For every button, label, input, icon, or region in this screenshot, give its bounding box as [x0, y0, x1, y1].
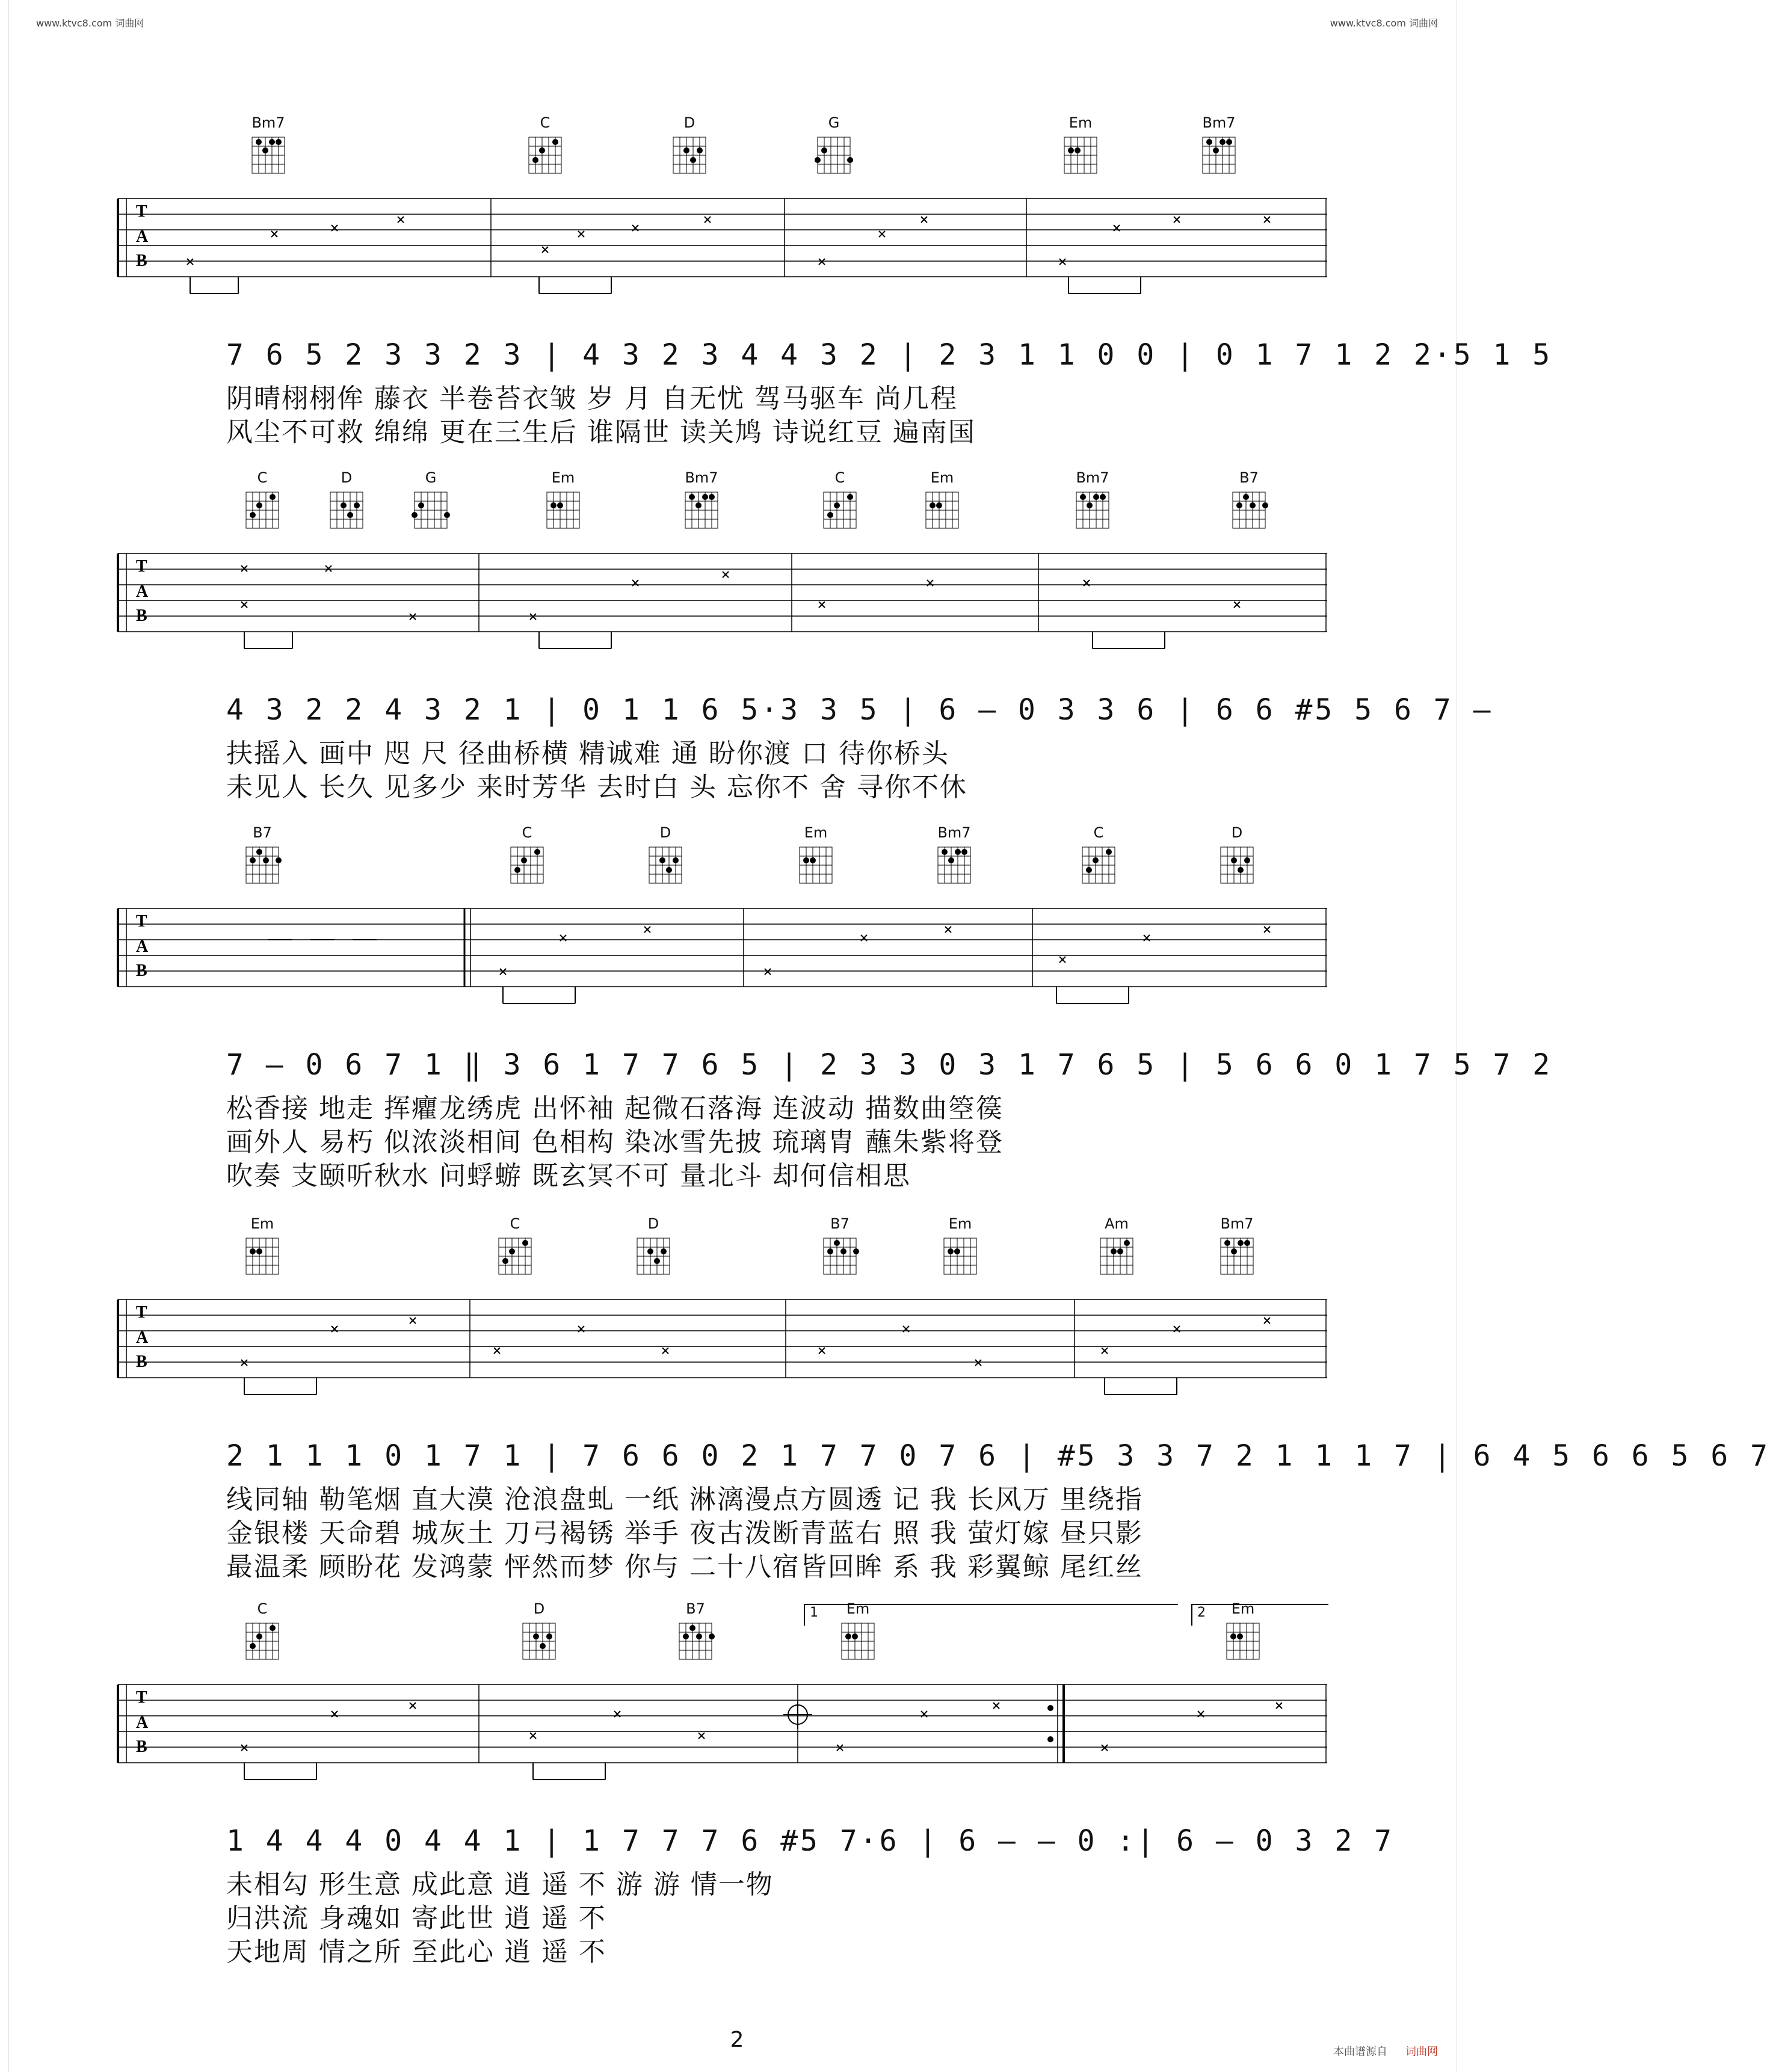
chord-diagram: B7 — [1225, 469, 1273, 535]
chord-diagram: Am — [1093, 1215, 1141, 1281]
svg-text:A: A — [136, 937, 149, 956]
svg-text:T: T — [136, 557, 147, 576]
chord-grid-icon — [1078, 843, 1120, 890]
chord-diagram: D — [1213, 824, 1261, 890]
chord-diagram: C — [1075, 824, 1123, 890]
chord-diagram: G — [810, 114, 858, 180]
svg-text:A: A — [136, 582, 149, 601]
coda-icon — [783, 1700, 812, 1729]
chord-grid-icon — [819, 489, 861, 535]
score-system-4 — [118, 1215, 1770, 1600]
chord-diagram: G — [407, 469, 455, 535]
chord-diagram: Em — [792, 824, 840, 890]
chord-grid-icon — [1096, 1235, 1138, 1281]
page-edge-left — [8, 0, 17, 2072]
chord-diagram: C — [503, 824, 551, 890]
chord-grid-icon — [241, 843, 283, 890]
chord-diagram: Bm7 — [677, 469, 726, 535]
chord-diagram: Bm7 — [930, 824, 978, 890]
jianpu-notation: 7 – 0 6 7 1 ‖ 3 6 1 7 7 6 5 | 2 3 3 0 3 1 7 6 5 | 5 6 6 0 1 7 5 7 2 — [226, 1048, 1553, 1082]
chord-grid-icon — [524, 134, 566, 180]
chord-grid-icon — [795, 843, 837, 890]
chord-diagram: B7 — [238, 824, 286, 890]
volta-number-1: 1 — [810, 1605, 818, 1620]
lyric-line: 金银楼 天命碧 城灰土 刀弓褐锈 举手 夜古泼断青蓝右 照 我 萤灯嫁 昼只影 — [226, 1518, 1143, 1549]
lyric-line: 画外人 易朽 似浓淡相间 色相构 染冰雪先披 琉璃胄 蘸朱紫将登 — [226, 1127, 1004, 1158]
chord-diagram: D — [515, 1600, 563, 1667]
chord-grid-icon — [939, 1235, 981, 1281]
page-edge-right — [1457, 0, 1466, 2072]
score-system-5 — [118, 1600, 1395, 1985]
chord-grid-icon — [680, 489, 723, 535]
chord-grid-icon — [819, 1235, 861, 1281]
chord-diagram: Em — [1056, 114, 1105, 180]
svg-text:T: T — [136, 1688, 147, 1707]
chord-diagram: Em — [936, 1215, 984, 1281]
svg-text:A: A — [136, 1713, 149, 1732]
chord-grid-icon — [494, 1235, 536, 1281]
chord-diagram: Em — [1219, 1600, 1267, 1667]
footer-note: 本曲谱源自 — [1333, 2046, 1387, 2058]
jianpu-notation: 2 1 1 1 0 1 7 1 | 7 6 6 0 2 1 7 7 0 7 6 | #5 3 3 7 2 1 1 1 7 | 6 4 5 6 6 5 6 7 — [226, 1439, 1770, 1473]
lyric-line: 未相勾 形生意 成此意 逍 遥 不 游 游 情一物 — [226, 1869, 774, 1900]
chord-diagram: Bm7 — [1068, 469, 1117, 535]
chord-grid-icon — [1222, 1620, 1264, 1667]
footer-credit — [1333, 2043, 1438, 2059]
chord-grid-icon — [1072, 489, 1114, 535]
chord-diagram: Bm7 — [1213, 1215, 1261, 1281]
tab-staff — [118, 896, 1327, 1005]
lyric-line: 吹奏 支颐听秋水 问蜉蝣 既玄冥不可 量北斗 却何信相思 — [226, 1161, 911, 1191]
lyric-line: 线同轴 勒笔烟 直大漠 沧浪盘虬 一纸 淋漓漫点方圆透 记 我 长风万 里绕指 — [226, 1484, 1143, 1515]
chord-grid-icon — [1059, 134, 1102, 180]
chord-grid-icon — [506, 843, 548, 890]
page-number: 2 — [730, 2027, 744, 2052]
lyric-line: 阴晴栩栩侔 藤衣 半卷苔衣皱 岁 月 自无忧 驾马驱车 尚几程 — [226, 383, 958, 414]
svg-text:A: A — [136, 1328, 149, 1347]
chord-diagram: C — [816, 469, 864, 535]
chord-diagram: B7 — [816, 1215, 864, 1281]
chord-grid-icon — [241, 489, 283, 535]
tab-staff — [118, 187, 1327, 295]
chord-grid-icon — [325, 489, 368, 535]
footer-brand[interactable]: 词曲网 — [1405, 2046, 1438, 2058]
chord-diagram: C — [521, 114, 569, 180]
svg-text:B: B — [136, 1352, 147, 1371]
svg-text:T: T — [136, 912, 147, 931]
svg-text:B: B — [136, 1737, 147, 1756]
jianpu-notation: 4 3 2 2 4 3 2 1 | 0 1 1 6 5·3 3 5 | 6 – 0 3 3 6 | 6 6 #5 5 6 7 – — [226, 693, 1493, 727]
chord-grid-icon — [674, 1620, 717, 1667]
tab-staff — [118, 541, 1327, 650]
lyric-line: 天地周 情之所 至此心 逍 遥 不 — [226, 1937, 606, 1967]
lyric-line: 扶摇入 画中 咫 尺 径曲桥横 精诚难 通 盼你渡 口 待你桥头 — [226, 738, 949, 769]
chord-diagram: D — [629, 1215, 677, 1281]
lyric-line: 未见人 长久 见多少 来时芳华 去时白 头 忘你不 舍 寻你不休 — [226, 772, 967, 803]
chord-diagram: D — [641, 824, 689, 890]
chord-grid-icon — [1216, 1235, 1258, 1281]
chord-diagram: C — [238, 1600, 286, 1667]
header-site-left: www.ktvc8.com 词曲网 — [36, 17, 144, 29]
chord-diagram: Em — [539, 469, 587, 535]
svg-text:B: B — [136, 251, 147, 270]
chord-diagram: D — [322, 469, 371, 535]
lyric-line: 最温柔 顾盼花 发鸿蒙 怦然而梦 你与 二十八宿皆回眸 系 我 彩翼鲸 尾红丝 — [226, 1552, 1143, 1582]
svg-text:T: T — [136, 1303, 147, 1322]
chord-diagram: D — [665, 114, 714, 180]
chord-grid-icon — [813, 134, 855, 180]
chord-grid-icon — [1216, 843, 1258, 890]
chord-grid-icon — [247, 134, 289, 180]
chord-diagram: Em — [238, 1215, 286, 1281]
chord-grid-icon — [837, 1620, 879, 1667]
chord-diagram: B7 — [671, 1600, 720, 1667]
chord-grid-icon — [921, 489, 963, 535]
chord-diagram: Em — [918, 469, 966, 535]
tab-staff — [118, 1673, 1327, 1781]
score-system-2 — [118, 469, 1493, 854]
volta-number-2: 2 — [1197, 1605, 1206, 1620]
chord-diagram: Bm7 — [1195, 114, 1243, 180]
jianpu-notation: 7 6 5 2 3 3 2 3 | 4 3 2 3 4 4 3 2 | 2 3 1 1 0 0 | 0 1 7 1 2 2·5 1 5 — [226, 338, 1553, 372]
chord-grid-icon — [632, 1235, 674, 1281]
chord-grid-icon — [241, 1235, 283, 1281]
tab-staff — [118, 1287, 1327, 1396]
chord-grid-icon — [542, 489, 584, 535]
chord-grid-icon — [410, 489, 452, 535]
svg-text:A: A — [136, 227, 149, 246]
chord-grid-icon — [644, 843, 686, 890]
chord-grid-icon — [933, 843, 975, 890]
score-system-3 — [118, 824, 1553, 1209]
chord-grid-icon — [1198, 134, 1240, 180]
lyric-line: 归洪流 身魂如 寄此世 逍 遥 不 — [226, 1903, 606, 1934]
score-system-1 — [118, 114, 1553, 499]
svg-text:B: B — [136, 606, 147, 625]
jianpu-notation: 1 4 4 4 0 4 4 1 | 1 7 7 7 6 #5 7·6 | 6 – – 0 :| 6 – 0 3 2 7 — [226, 1824, 1395, 1858]
header-site-right: www.ktvc8.com 词曲网 — [1330, 17, 1438, 29]
chord-diagram: C — [491, 1215, 539, 1281]
chord-grid-icon — [518, 1620, 560, 1667]
lyric-line: 风尘不可救 绵绵 更在三生后 谁隔世 读关鸠 诗说红豆 遍南国 — [226, 417, 976, 448]
lyric-line: 松香接 地走 挥癯龙绣虎 出怀袖 起微石落海 连波动 描数曲箜篌 — [226, 1093, 1004, 1124]
chord-grid-icon — [241, 1620, 283, 1667]
chord-grid-icon — [668, 134, 711, 180]
svg-text:B: B — [136, 961, 147, 980]
chord-diagram: C — [238, 469, 286, 535]
svg-text:T: T — [136, 202, 147, 221]
chord-diagram: Em — [834, 1600, 882, 1667]
chord-grid-icon — [1228, 489, 1270, 535]
chord-diagram: Bm7 — [244, 114, 292, 180]
